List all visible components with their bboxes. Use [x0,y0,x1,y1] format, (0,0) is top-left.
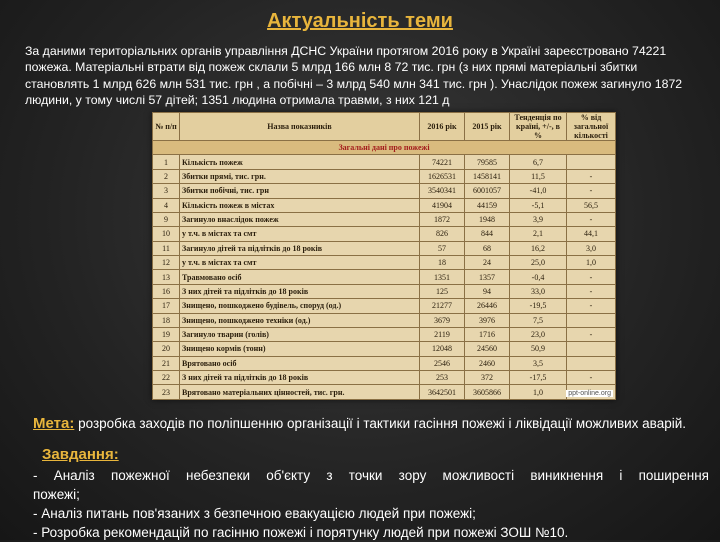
row-number: 11 [153,241,180,255]
table-row [153,155,616,169]
row-trend: -0,4 [510,270,567,284]
task-item: пожежі; [33,487,80,502]
row-share: 56,5 [567,198,616,212]
row-share: - [567,299,616,313]
task-item: - Аналіз питань пов'язаних з безпечною евакуацією людей при пожежі; [33,506,476,521]
row-value-2016: 1626531 [420,169,465,183]
row-number: 23 [153,385,180,400]
row-value-2015: 1357 [465,270,510,284]
goal-text: розробка заходів по поліпшенню організації і тактики гасіння пожежі і ліквідації можливих аварій. [74,416,687,431]
table-row [153,227,616,241]
row-trend: 16,2 [510,241,567,255]
row-value-2016: 2546 [420,356,465,370]
table-row [153,342,616,356]
row-value-2015: 844 [465,227,510,241]
row-value-2015: 44159 [465,198,510,212]
table-row [153,169,616,183]
row-value-2016: 74221 [420,155,465,169]
row-trend: 7,5 [510,313,567,327]
row-share [567,155,616,169]
row-share: - [567,270,616,284]
row-value-2015: 6001057 [465,184,510,198]
row-number: 21 [153,356,180,370]
row-number: 10 [153,227,180,241]
header-year-2015: 2015 рік [465,113,510,141]
row-share [567,356,616,370]
table-section-title: Загальні дані про пожежі [153,141,616,155]
row-indicator: Кількість пожеж в містах [180,198,420,212]
tasks-list [33,466,709,542]
table-row [153,241,616,255]
row-value-2016: 253 [420,371,465,385]
row-number: 18 [153,313,180,327]
row-value-2015: 1948 [465,212,510,226]
row-indicator: Знищено, пошкоджено будівель, споруд (од.) [180,299,420,313]
row-share: - [567,327,616,341]
header-trend: Тенденція по країні, +/-, в % [510,113,567,141]
header-year-2016: 2016 рік [420,113,465,141]
table-row [153,256,616,270]
row-number: 2 [153,169,180,183]
row-share: 1,0 [567,256,616,270]
table-row [153,198,616,212]
statistics-table-image [152,112,616,400]
row-value-2016: 57 [420,241,465,255]
row-number: 13 [153,270,180,284]
row-value-2015: 1458141 [465,169,510,183]
row-indicator: З них дітей та підлітків до 18 років [180,284,420,298]
table-row [153,270,616,284]
row-trend: 33,0 [510,284,567,298]
row-value-2015: 2460 [465,356,510,370]
row-value-2015: 372 [465,371,510,385]
table-section-row [153,141,616,155]
row-trend: 25,0 [510,256,567,270]
row-value-2015: 1716 [465,327,510,341]
row-trend: 6,7 [510,155,567,169]
row-number: 1 [153,155,180,169]
row-value-2015: 3976 [465,313,510,327]
row-value-2015: 3605866 [465,385,510,400]
row-value-2015: 94 [465,284,510,298]
goal-label: Мета: [33,415,75,432]
table-row [153,284,616,298]
header-indicator-name: Назва показників [180,113,420,141]
row-share: - [567,371,616,385]
task-item: - Розробка рекомендацій по гасінню пожежі і порятунку людей при пожежі ЗОШ №10. [33,525,569,540]
table-header-row [153,113,616,141]
row-indicator: Врятовано осіб [180,356,420,370]
tasks-label: Завдання: [42,446,119,463]
row-value-2016: 125 [420,284,465,298]
row-trend: -5,1 [510,198,567,212]
row-trend: 11,5 [510,169,567,183]
row-value-2015: 79585 [465,155,510,169]
table-row [153,299,616,313]
row-number: 20 [153,342,180,356]
row-indicator: у т.ч. в містах та смт [180,227,420,241]
row-number: 16 [153,284,180,298]
row-trend: 50,9 [510,342,567,356]
intro-paragraph: За даними територіальних органів управління ДСНС України протягом 2016 року в Україні зареєстровано 74221 пожежа. Матеріальні втрати від пожеж склали 5 млрд 166 млн 8 72 тис. грн (з них прямі матеріальні збитки становлять 1 млрд 626 млн 531 тис. грн , а побічні – 3 млрд 540 млн 341 тис. грн ). Унаслідок пожеж загинуло 1872 людини, у тому числі 57 дітей; 1351 людина отримала травми, з них 121 д [25,44,683,108]
row-share: 44,1 [567,227,616,241]
row-trend: -19,5 [510,299,567,313]
row-value-2015: 68 [465,241,510,255]
row-trend: -41,0 [510,184,567,198]
row-indicator: Травмовано осіб [180,270,420,284]
row-value-2015: 24560 [465,342,510,356]
row-indicator: Загинуло дітей та підлітків до 18 років [180,241,420,255]
row-trend: 2,1 [510,227,567,241]
row-indicator: Загинуло внаслідок пожеж [180,212,420,226]
row-indicator: у т.ч. в містах та смт [180,256,420,270]
row-value-2015: 26446 [465,299,510,313]
row-number: 17 [153,299,180,313]
row-value-2016: 12048 [420,342,465,356]
row-value-2016: 1872 [420,212,465,226]
goal-paragraph [33,414,703,433]
row-value-2016: 3642501 [420,385,465,400]
row-value-2016: 3679 [420,313,465,327]
row-value-2016: 3540341 [420,184,465,198]
row-share [567,313,616,327]
row-value-2016: 1351 [420,270,465,284]
row-trend: 3,9 [510,212,567,226]
row-share: - [567,184,616,198]
table-row [153,371,616,385]
watermark: ppt-online.org [568,390,611,397]
row-value-2016: 826 [420,227,465,241]
row-value-2016: 2119 [420,327,465,341]
row-trend: 23,0 [510,327,567,341]
row-indicator: Збитки прямі, тис. грн. [180,169,420,183]
row-value-2016: 21277 [420,299,465,313]
row-number: 3 [153,184,180,198]
row-share: 3,0 [567,241,616,255]
row-indicator: Кількість пожеж [180,155,420,169]
table-row [153,385,616,400]
row-indicator: Загинуло тварин (голів) [180,327,420,341]
row-number: 22 [153,371,180,385]
row-value-2016: 41904 [420,198,465,212]
row-number: 9 [153,212,180,226]
header-share: % від загальної кількості [567,113,616,141]
row-number: 19 [153,327,180,341]
fire-statistics-table [152,112,616,400]
row-indicator: Врятовано матеріальних цінностей, тис. грн. [180,385,420,400]
row-number: 12 [153,256,180,270]
row-share: - [567,169,616,183]
row-trend: -17,5 [510,371,567,385]
row-indicator: Збитки побічні, тис. грн [180,184,420,198]
row-indicator: Знищено кормів (тонн) [180,342,420,356]
row-trend: 1,0 [510,385,567,400]
table-row [153,327,616,341]
row-value-2015: 24 [465,256,510,270]
row-share: - [567,212,616,226]
table-row [153,212,616,226]
row-number: 4 [153,198,180,212]
row-share: - [567,284,616,298]
row-value-2016: 18 [420,256,465,270]
task-item: - Аналіз пожежної небезпеки об'єкту з точки зору можливості виникнення і поширення [33,468,709,483]
row-share [567,342,616,356]
row-trend: 3,5 [510,356,567,370]
table-row [153,184,616,198]
table-row [153,356,616,370]
row-indicator: Знищено, пошкоджено техніки (од.) [180,313,420,327]
row-indicator: З них дітей та підлітків до 18 років [180,371,420,385]
table-row [153,313,616,327]
slide-title: Актуальність теми [267,10,453,32]
header-number: № п/п [153,113,180,141]
